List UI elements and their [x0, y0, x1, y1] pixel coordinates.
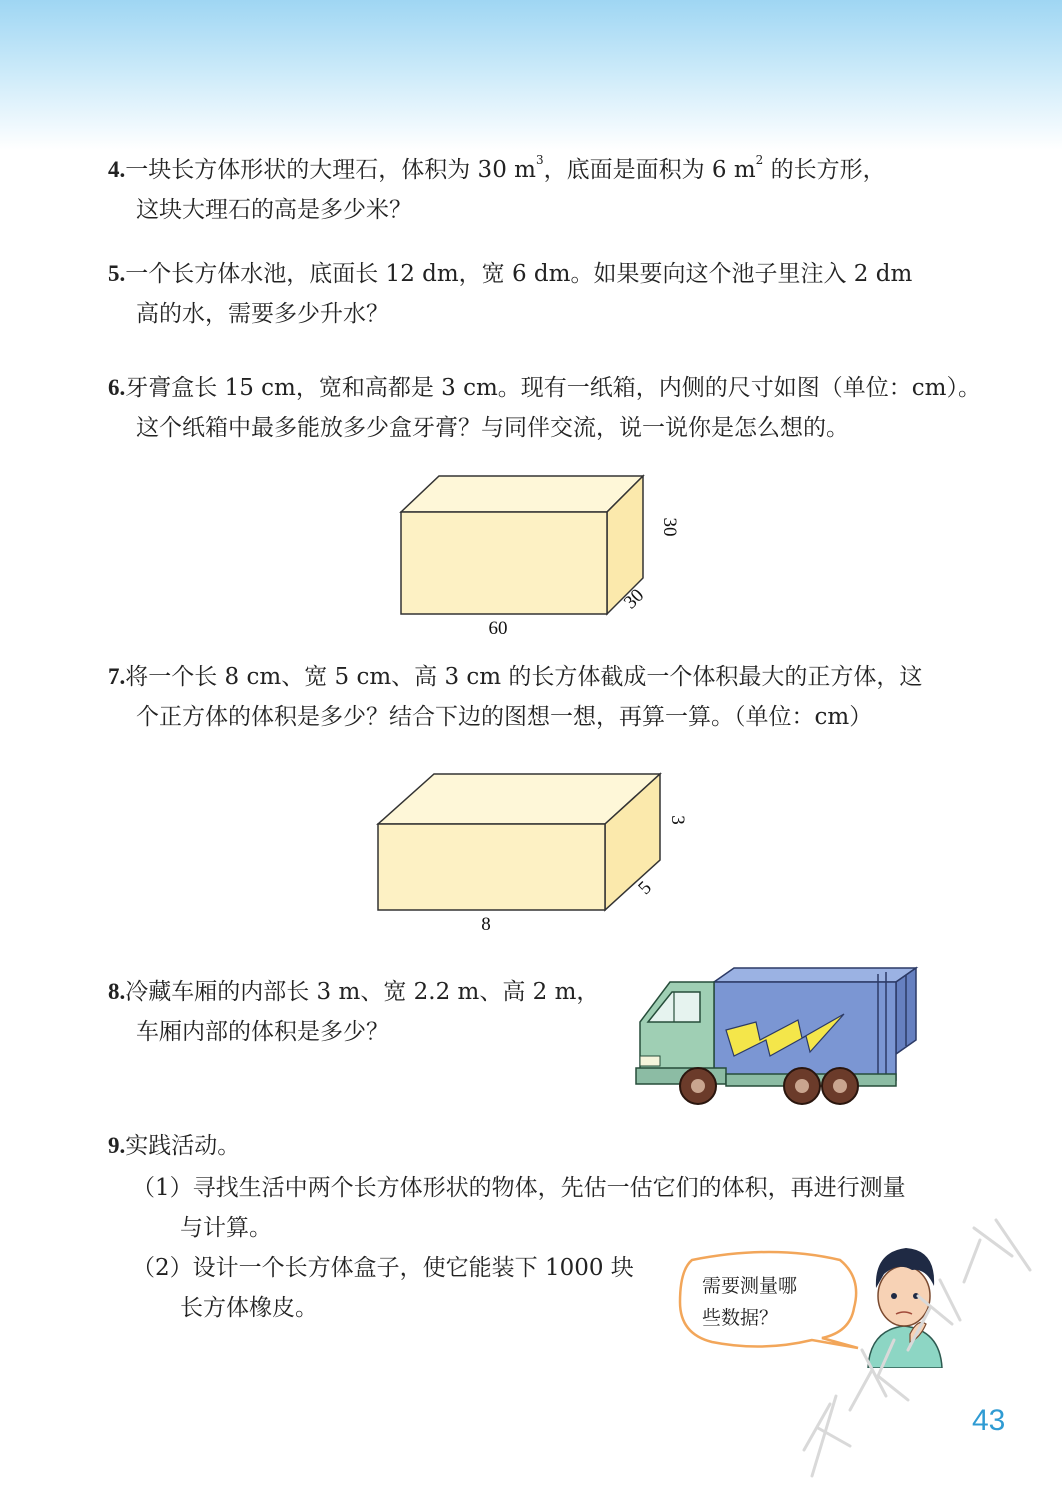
width-label: 30	[619, 584, 649, 614]
bubble-line-2: 些数据？	[702, 1307, 779, 1329]
superscript-2: 2	[755, 153, 764, 168]
subproblem-2-line-1: 设计一个长方体盒子，使它能装下 1000 块	[192, 1255, 634, 1281]
refrigerated-truck-illustration	[630, 960, 930, 1110]
box-front-face	[378, 824, 605, 910]
problem-4-line-2: 这块大理石的高是多少米？	[136, 197, 412, 223]
subproblem-2-line-2: 长方体橡皮。	[180, 1295, 318, 1321]
problem-number: 4.	[108, 157, 126, 182]
length-label: 8	[481, 914, 491, 935]
subproblem-1-line-2: 与计算。	[180, 1215, 272, 1241]
page-number: 43	[972, 1404, 1006, 1437]
subproblem-1-line-1: 寻找生活中两个长方体形状的物体，先估一估它们的体积，再进行测量	[192, 1175, 906, 1201]
problem-6-line-1: 牙膏盒长 15 cm，宽和高都是 3 cm。现有一纸箱，内侧的尺寸如图（单位：cm）。	[125, 375, 981, 401]
problem-7	[108, 657, 968, 737]
cuboid-diagram	[370, 768, 700, 938]
superscript-3: 3	[535, 153, 544, 168]
box-top-face	[401, 476, 643, 512]
height-label: 30	[659, 517, 680, 537]
header-gradient-band	[0, 0, 1062, 150]
subproblem-2-label: （2）	[132, 1255, 193, 1281]
length-label: 60	[488, 618, 508, 639]
thinking-boy-illustration	[860, 1238, 950, 1368]
speech-bubble	[672, 1248, 872, 1358]
problem-4-text-c: 的长方形，	[763, 157, 886, 183]
problem-8	[108, 972, 628, 1052]
problem-7-line-1: 将一个长 8 cm、宽 5 cm、高 3 cm 的长方体截成一个体积最大的正方体，这	[125, 664, 923, 690]
problem-4-text-a: 一块长方体形状的大理石，体积为 30 m	[125, 157, 536, 183]
width-label: 5	[634, 877, 656, 899]
problem-number: 5.	[108, 261, 126, 286]
problem-number: 9.	[108, 1133, 126, 1158]
problem-number: 7.	[108, 664, 126, 689]
problem-8-line-1: 冷藏车厢的内部长 3 m、宽 2.2 m、高 2 m，	[125, 979, 600, 1005]
carton-box-diagram	[385, 470, 685, 645]
subproblem-1-label: （1）	[132, 1175, 193, 1201]
problem-5	[108, 254, 968, 334]
problem-8-line-2: 车厢内部的体积是多少？	[136, 1019, 389, 1045]
problem-number: 8.	[108, 979, 126, 1004]
problem-9-title: 实践活动。	[125, 1133, 241, 1159]
box-front-face	[401, 512, 607, 614]
problem-4-text-b: ，底面是面积为 6 m	[543, 157, 756, 183]
problem-5-line-1: 一个长方体水池，底面长 12 dm，宽 6 dm。如果要向这个池子里注入 2 dm	[125, 261, 913, 287]
problem-number: 6.	[108, 375, 126, 400]
problem-4	[108, 150, 968, 230]
bubble-line-1: 需要测量哪	[702, 1275, 798, 1297]
problem-6-line-2: 这个纸箱中最多能放多少盒牙膏？与同伴交流，说一说你是怎么想的。	[136, 415, 849, 441]
height-label: 3	[667, 815, 688, 825]
problem-6	[108, 368, 981, 448]
problem-5-line-2: 高的水，需要多少升水？	[136, 301, 389, 327]
problem-7-line-2: 个正方体的体积是多少？结合下边的图想一想，再算一算。（单位：cm）	[136, 704, 873, 730]
